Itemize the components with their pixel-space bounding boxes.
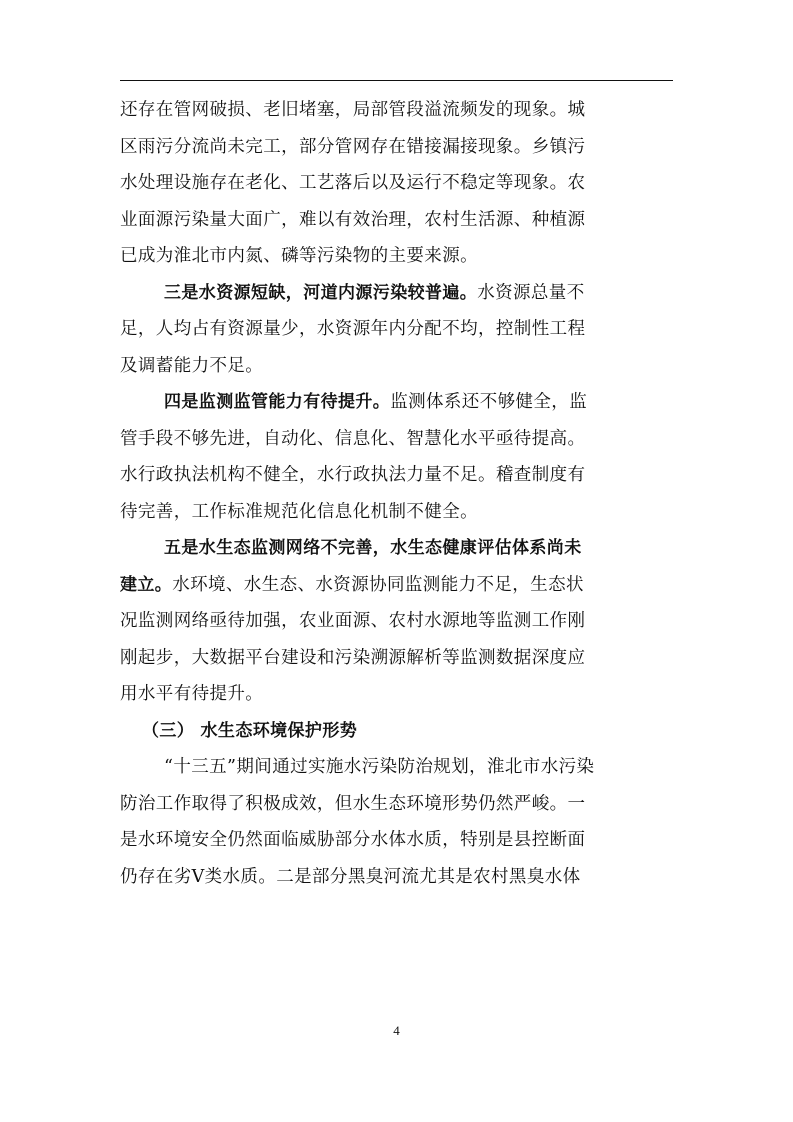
text-line: 及调蓄能力不足。 (120, 355, 264, 376)
bold-lead: 三是水资源短缺，河道内源污染较普遍。 (164, 282, 478, 303)
bold-lead: 五是水生态监测网络不完善，水生态健康评估体系尚未 (164, 538, 582, 558)
header-rule (120, 80, 673, 81)
text-line: 管手段不够先进，自动化、信息化、智慧化水平亟待提高。 (120, 428, 586, 449)
paragraph-start (120, 530, 673, 567)
text-line: 水处理设施存在老化、工艺落后以及运行不稳定等现象。农 (120, 173, 586, 193)
paragraph-start (120, 384, 673, 421)
text-line: 刚起步，大数据平台建设和污染溯源解析等监测数据深度应 (120, 647, 586, 668)
page-number: 4 (393, 1023, 400, 1038)
text-line: 已成为淮北市内氮、磷等污染物的主要来源。 (120, 246, 478, 266)
text-line: 用水平有待提升。 (120, 684, 264, 704)
document-body (120, 92, 673, 895)
text-run: 监测体系还不够健全，监 (390, 392, 588, 412)
text-line: 待完善，工作标准规范化信息化机制不健全。 (120, 501, 478, 522)
paragraph-start: “十三五”期间通过实施水污染防治规划，淮北市水污染 (164, 757, 595, 777)
paragraph-start (120, 275, 673, 312)
text-line: 水行政执法机构不健全，水行政执法力量不足。稽查制度有 (120, 465, 586, 485)
section-heading: （三） 水生态环境保护形势 (142, 720, 358, 741)
text-run: 水环境、水生态、水资源协同监测能力不足，生态状 (172, 574, 584, 595)
text-line: 仍存在劣V类水质。二是部分黑臭河流尤其是农村黑臭水体 (120, 866, 581, 887)
text-line: 业面源污染量大面广，难以有效治理，农村生活源、种植源 (120, 209, 586, 230)
bold-lead: 四是监测监管能力有待提升。 (164, 392, 391, 412)
text-line: 还存在管网破损、老旧堵塞，局部管段溢流频发的现象。城 (120, 100, 586, 120)
bold-lead: 建立。 (120, 574, 173, 595)
text-line: 足，人均占有资源量少，水资源年内分配不均，控制性工程 (120, 319, 586, 339)
text-run: 水资源总量不 (477, 282, 585, 303)
text-line: 防治工作取得了积极成效，但水生态环境形势仍然严峻。一 (120, 793, 586, 814)
text-line: 况监测网络亟待加强，农业面源、农村水源地等监测工作刚 (120, 611, 586, 631)
text-line (120, 567, 673, 604)
text-line: 区雨污分流尚未完工，部分管网存在错接漏接现象。乡镇污 (120, 136, 586, 157)
text-line: 是水环境安全仍然面临威胁部分水体水质，特别是县控断面 (120, 830, 586, 850)
